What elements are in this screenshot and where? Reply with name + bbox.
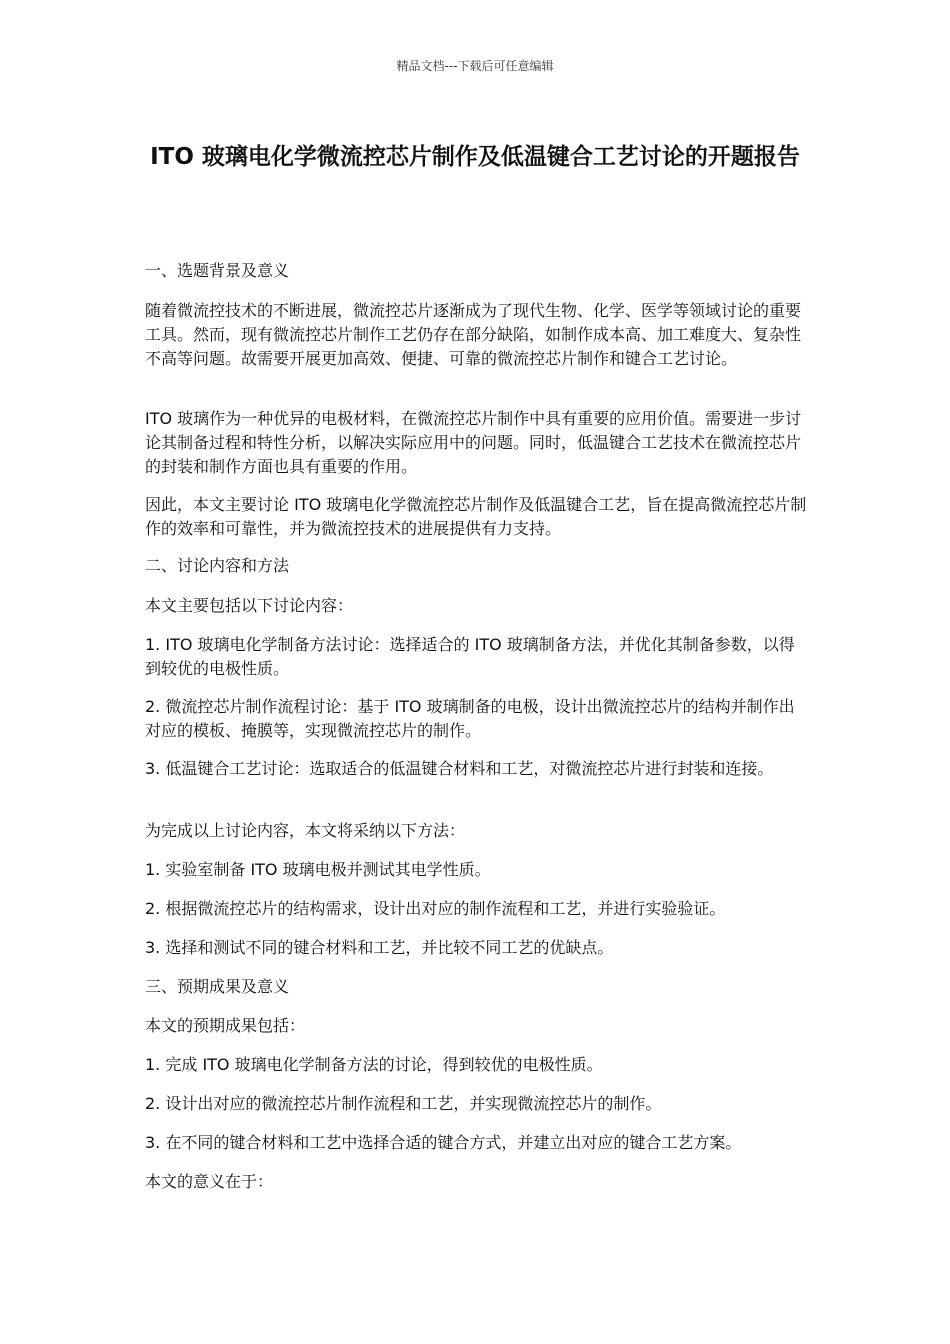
list-item-result-2: 2. 设计出对应的微流控芯片制作流程和工艺，并实现微流控芯片的制作。 (145, 1094, 662, 1113)
section-heading-content: 二、讨论内容和方法 (145, 556, 290, 575)
section-heading-results: 三、预期成果及意义 (145, 977, 290, 996)
paragraph-method-intro: 为完成以上讨论内容，本文将采纳以下方法： (145, 821, 466, 840)
paragraph-background-3: 因此，本文主要讨论 ITO 玻璃电化学微流控芯片制作及低温键合工艺，旨在提高微流控芯片制作的效率和可靠性，并为微流控技术的进展提供有力支持。 (145, 495, 807, 538)
page-header: 精品文档---下载后可任意编辑 (396, 59, 554, 73)
paragraph-results-intro: 本文的预期成果包括： (145, 1016, 306, 1035)
list-item-content-1: 1. ITO 玻璃电化学制备方法讨论：选择适合的 ITO 玻璃制备方法，并优化其制备参数，以得到较优的电极性质。 (145, 635, 795, 678)
paragraph-significance-intro: 本文的意义在于： (145, 1172, 274, 1191)
document-title: ITO 玻璃电化学微流控芯片制作及低温键合工艺讨论的开题报告 (150, 144, 800, 170)
list-item-method-2: 2. 根据微流控芯片的结构需求，设计出对应的制作流程和工艺，并进行实验验证。 (145, 899, 726, 918)
list-item-result-3: 3. 在不同的键合材料和工艺中选择合适的键合方式，并建立出对应的键合工艺方案。 (145, 1133, 742, 1152)
list-item-content-2: 2. 微流控芯片制作流程讨论：基于 ITO 玻璃制备的电极，设计出微流控芯片的结构并制作出对应的模板、掩膜等，实现微流控芯片的制作。 (145, 697, 795, 740)
paragraph-background-1: 随着微流控技术的不断进展，微流控芯片逐渐成为了现代生物、化学、医学等领域讨论的重要工具。然而，现有微流控芯片制作工艺仍存在部分缺陷，如制作成本高、加工难度大、复杂性不高等问题。故需要开展更加高效、便捷、可靠的微流控芯片制作和键合工艺讨论。 (145, 301, 802, 368)
list-item-content-3: 3. 低温键合工艺讨论：选取适合的低温键合材料和工艺，对微流控芯片进行封装和连接。 (145, 759, 774, 778)
list-item-result-1: 1. 完成 ITO 玻璃电化学制备方法的讨论，得到较优的电极性质。 (145, 1055, 603, 1074)
list-item-method-1: 1. 实验室制备 ITO 玻璃电极并测试其电学性质。 (145, 860, 491, 879)
paragraph-background-2: ITO 玻璃作为一种优异的电极材料，在微流控芯片制作中具有重要的应用价值。需要进一步讨论其制备过程和特性分析，以解决实际应用中的问题。同时，低温键合工艺技术在微流控芯片的封装和制作方面也具有重要的作用。 (145, 409, 802, 476)
section-heading-background: 一、选题背景及意义 (145, 261, 290, 280)
list-item-method-3: 3. 选择和测试不同的键合材料和工艺，并比较不同工艺的优缺点。 (145, 938, 614, 957)
paragraph-content-intro: 本文主要包括以下讨论内容： (145, 596, 354, 615)
